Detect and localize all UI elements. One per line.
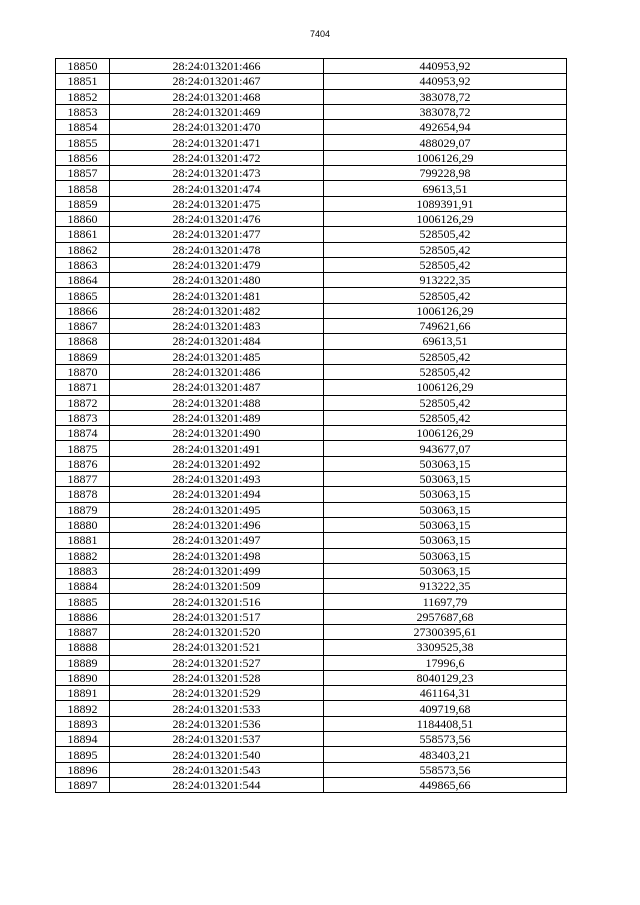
cadastral-number-cell: 28:24:013201:468 [110, 89, 324, 104]
table-row [56, 196, 567, 211]
table-row [56, 747, 567, 762]
table-row [56, 273, 567, 288]
table-row [56, 502, 567, 517]
cadastral-value-cell: 503063,15 [324, 548, 567, 563]
cadastral-value-cell: 8040129,23 [324, 670, 567, 685]
cadastral-number-cell: 28:24:013201:498 [110, 548, 324, 563]
cadastral-value-cell: 503063,15 [324, 533, 567, 548]
row-number-cell: 18861 [56, 227, 110, 242]
table-row [56, 257, 567, 272]
cadastral-value-cell: 1006126,29 [324, 211, 567, 226]
table-row [56, 670, 567, 685]
cadastral-value-cell: 503063,15 [324, 487, 567, 502]
table-row [56, 395, 567, 410]
page-number: 7404 [309, 29, 331, 39]
table-row [56, 563, 567, 578]
table-row [56, 104, 567, 119]
cadastral-value-cell: 449865,66 [324, 777, 567, 792]
table-row [56, 89, 567, 104]
row-number-cell: 18851 [56, 74, 110, 89]
cadastral-value-cell: 503063,15 [324, 563, 567, 578]
cadastral-value-cell: 3309525,38 [324, 640, 567, 655]
table-row [56, 150, 567, 165]
cadastral-number-cell: 28:24:013201:528 [110, 670, 324, 685]
cadastral-number-cell: 28:24:013201:509 [110, 579, 324, 594]
row-number-cell: 18873 [56, 410, 110, 425]
table-row [56, 472, 567, 487]
cadastral-number-cell: 28:24:013201:492 [110, 456, 324, 471]
table-row [56, 487, 567, 502]
table-row [56, 533, 567, 548]
cadastral-value-cell: 528505,42 [324, 364, 567, 379]
table-row [56, 762, 567, 777]
cadastral-value-cell: 440953,92 [324, 74, 567, 89]
row-number-cell: 18890 [56, 670, 110, 685]
cadastral-number-cell: 28:24:013201:490 [110, 426, 324, 441]
cadastral-value-cell: 69613,51 [324, 334, 567, 349]
cadastral-number-cell: 28:24:013201:540 [110, 747, 324, 762]
table-row [56, 319, 567, 334]
cadastral-number-cell: 28:24:013201:470 [110, 120, 324, 135]
table-row [56, 594, 567, 609]
cadastral-number-cell: 28:24:013201:486 [110, 364, 324, 379]
cadastral-value-cell: 558573,56 [324, 732, 567, 747]
row-number-cell: 18884 [56, 579, 110, 594]
cadastral-number-cell: 28:24:013201:495 [110, 502, 324, 517]
cadastral-number-cell: 28:24:013201:489 [110, 410, 324, 425]
cadastral-number-cell: 28:24:013201:483 [110, 319, 324, 334]
row-number-cell: 18855 [56, 135, 110, 150]
table-row [56, 410, 567, 425]
cadastral-number-cell: 28:24:013201:499 [110, 563, 324, 578]
cadastral-value-cell: 409719,68 [324, 701, 567, 716]
row-number-cell: 18883 [56, 563, 110, 578]
cadastral-value-cell: 1006126,29 [324, 150, 567, 165]
table-row [56, 181, 567, 196]
row-number-cell: 18874 [56, 426, 110, 441]
table-row [56, 456, 567, 471]
row-number-cell: 18878 [56, 487, 110, 502]
cadastral-value-cell: 503063,15 [324, 456, 567, 471]
cadastral-number-cell: 28:24:013201:472 [110, 150, 324, 165]
row-number-cell: 18872 [56, 395, 110, 410]
cadastral-number-cell: 28:24:013201:484 [110, 334, 324, 349]
cadastral-number-cell: 28:24:013201:516 [110, 594, 324, 609]
table-row [56, 777, 567, 792]
row-number-cell: 18869 [56, 349, 110, 364]
table-row [56, 166, 567, 181]
cadastral-value-cell: 943677,07 [324, 441, 567, 456]
cadastral-number-cell: 28:24:013201:473 [110, 166, 324, 181]
cadastral-value-cell: 1006126,29 [324, 380, 567, 395]
table-row [56, 242, 567, 257]
table-row [56, 59, 567, 74]
cadastral-value-table [55, 58, 567, 793]
table-row [56, 364, 567, 379]
cadastral-value-cell: 503063,15 [324, 502, 567, 517]
table-row [56, 303, 567, 318]
cadastral-number-cell: 28:24:013201:482 [110, 303, 324, 318]
cadastral-value-cell: 528505,42 [324, 410, 567, 425]
table-body [56, 59, 567, 793]
table-row [56, 624, 567, 639]
row-number-cell: 18877 [56, 472, 110, 487]
cadastral-value-cell: 1184408,51 [324, 716, 567, 731]
cadastral-number-cell: 28:24:013201:527 [110, 655, 324, 670]
row-number-cell: 18867 [56, 319, 110, 334]
row-number-cell: 18862 [56, 242, 110, 257]
row-number-cell: 18853 [56, 104, 110, 119]
table-row [56, 227, 567, 242]
row-number-cell: 18893 [56, 716, 110, 731]
cadastral-number-cell: 28:24:013201:475 [110, 196, 324, 211]
table-row [56, 349, 567, 364]
cadastral-value-cell: 488029,07 [324, 135, 567, 150]
row-number-cell: 18879 [56, 502, 110, 517]
cadastral-number-cell: 28:24:013201:466 [110, 59, 324, 74]
row-number-cell: 18859 [56, 196, 110, 211]
cadastral-number-cell: 28:24:013201:493 [110, 472, 324, 487]
table-row [56, 686, 567, 701]
cadastral-value-cell: 11697,79 [324, 594, 567, 609]
row-number-cell: 18856 [56, 150, 110, 165]
cadastral-number-cell: 28:24:013201:517 [110, 609, 324, 624]
cadastral-value-cell: 528505,42 [324, 227, 567, 242]
row-number-cell: 18871 [56, 380, 110, 395]
table-row [56, 441, 567, 456]
cadastral-value-cell: 528505,42 [324, 288, 567, 303]
cadastral-number-cell: 28:24:013201:496 [110, 517, 324, 532]
row-number-cell: 18875 [56, 441, 110, 456]
row-number-cell: 18870 [56, 364, 110, 379]
row-number-cell: 18888 [56, 640, 110, 655]
cadastral-value-cell: 528505,42 [324, 257, 567, 272]
cadastral-value-cell: 503063,15 [324, 472, 567, 487]
cadastral-number-cell: 28:24:013201:537 [110, 732, 324, 747]
cadastral-value-cell: 799228,98 [324, 166, 567, 181]
row-number-cell: 18865 [56, 288, 110, 303]
table-row [56, 732, 567, 747]
cadastral-number-cell: 28:24:013201:481 [110, 288, 324, 303]
cadastral-value-cell: 528505,42 [324, 349, 567, 364]
row-number-cell: 18891 [56, 686, 110, 701]
cadastral-value-cell: 1006126,29 [324, 426, 567, 441]
cadastral-value-cell: 17996,6 [324, 655, 567, 670]
cadastral-number-cell: 28:24:013201:478 [110, 242, 324, 257]
cadastral-value-cell: 383078,72 [324, 104, 567, 119]
cadastral-value-cell: 1006126,29 [324, 303, 567, 318]
row-number-cell: 18864 [56, 273, 110, 288]
cadastral-value-cell: 528505,42 [324, 395, 567, 410]
cadastral-number-cell: 28:24:013201:476 [110, 211, 324, 226]
table-row [56, 517, 567, 532]
row-number-cell: 18868 [56, 334, 110, 349]
cadastral-value-cell: 528505,42 [324, 242, 567, 257]
cadastral-number-cell: 28:24:013201:480 [110, 273, 324, 288]
row-number-cell: 18881 [56, 533, 110, 548]
row-number-cell: 18886 [56, 609, 110, 624]
cadastral-number-cell: 28:24:013201:536 [110, 716, 324, 731]
cadastral-number-cell: 28:24:013201:521 [110, 640, 324, 655]
cadastral-number-cell: 28:24:013201:469 [110, 104, 324, 119]
cadastral-value-cell: 492654,94 [324, 120, 567, 135]
row-number-cell: 18885 [56, 594, 110, 609]
cadastral-value-cell: 749621,66 [324, 319, 567, 334]
row-number-cell: 18866 [56, 303, 110, 318]
row-number-cell: 18892 [56, 701, 110, 716]
cadastral-value-cell: 913222,35 [324, 579, 567, 594]
cadastral-number-cell: 28:24:013201:491 [110, 441, 324, 456]
cadastral-value-cell: 558573,56 [324, 762, 567, 777]
cadastral-number-cell: 28:24:013201:543 [110, 762, 324, 777]
row-number-cell: 18858 [56, 181, 110, 196]
cadastral-number-cell: 28:24:013201:533 [110, 701, 324, 716]
row-number-cell: 18857 [56, 166, 110, 181]
row-number-cell: 18887 [56, 624, 110, 639]
cadastral-number-cell: 28:24:013201:494 [110, 487, 324, 502]
row-number-cell: 18860 [56, 211, 110, 226]
table-row [56, 579, 567, 594]
cadastral-number-cell: 28:24:013201:471 [110, 135, 324, 150]
table-row [56, 548, 567, 563]
cadastral-value-cell: 913222,35 [324, 273, 567, 288]
cadastral-number-cell: 28:24:013201:485 [110, 349, 324, 364]
row-number-cell: 18863 [56, 257, 110, 272]
cadastral-value-cell: 440953,92 [324, 59, 567, 74]
cadastral-value-cell: 503063,15 [324, 517, 567, 532]
cadastral-value-cell: 483403,21 [324, 747, 567, 762]
row-number-cell: 18850 [56, 59, 110, 74]
cadastral-number-cell: 28:24:013201:479 [110, 257, 324, 272]
table-row [56, 74, 567, 89]
table-row [56, 609, 567, 624]
cadastral-value-cell: 1089391,91 [324, 196, 567, 211]
table-row [56, 640, 567, 655]
row-number-cell: 18852 [56, 89, 110, 104]
cadastral-number-cell: 28:24:013201:497 [110, 533, 324, 548]
row-number-cell: 18895 [56, 747, 110, 762]
table-row [56, 380, 567, 395]
cadastral-value-cell: 2957687,68 [324, 609, 567, 624]
row-number-cell: 18897 [56, 777, 110, 792]
cadastral-number-cell: 28:24:013201:477 [110, 227, 324, 242]
row-number-cell: 18894 [56, 732, 110, 747]
table-row [56, 716, 567, 731]
table-row [56, 211, 567, 226]
row-number-cell: 18889 [56, 655, 110, 670]
row-number-cell: 18882 [56, 548, 110, 563]
cadastral-value-cell: 69613,51 [324, 181, 567, 196]
table-row [56, 288, 567, 303]
row-number-cell: 18880 [56, 517, 110, 532]
table-row [56, 701, 567, 716]
row-number-cell: 18854 [56, 120, 110, 135]
cadastral-number-cell: 28:24:013201:467 [110, 74, 324, 89]
cadastral-number-cell: 28:24:013201:529 [110, 686, 324, 701]
cadastral-value-cell: 461164,31 [324, 686, 567, 701]
row-number-cell: 18876 [56, 456, 110, 471]
cadastral-number-cell: 28:24:013201:488 [110, 395, 324, 410]
cadastral-number-cell: 28:24:013201:520 [110, 624, 324, 639]
cadastral-number-cell: 28:24:013201:544 [110, 777, 324, 792]
table-row [56, 426, 567, 441]
cadastral-value-cell: 383078,72 [324, 89, 567, 104]
cadastral-number-cell: 28:24:013201:474 [110, 181, 324, 196]
cadastral-value-cell: 27300395,61 [324, 624, 567, 639]
cadastral-number-cell: 28:24:013201:487 [110, 380, 324, 395]
table-row [56, 655, 567, 670]
table-row [56, 334, 567, 349]
table-row [56, 135, 567, 150]
row-number-cell: 18896 [56, 762, 110, 777]
table-row [56, 120, 567, 135]
